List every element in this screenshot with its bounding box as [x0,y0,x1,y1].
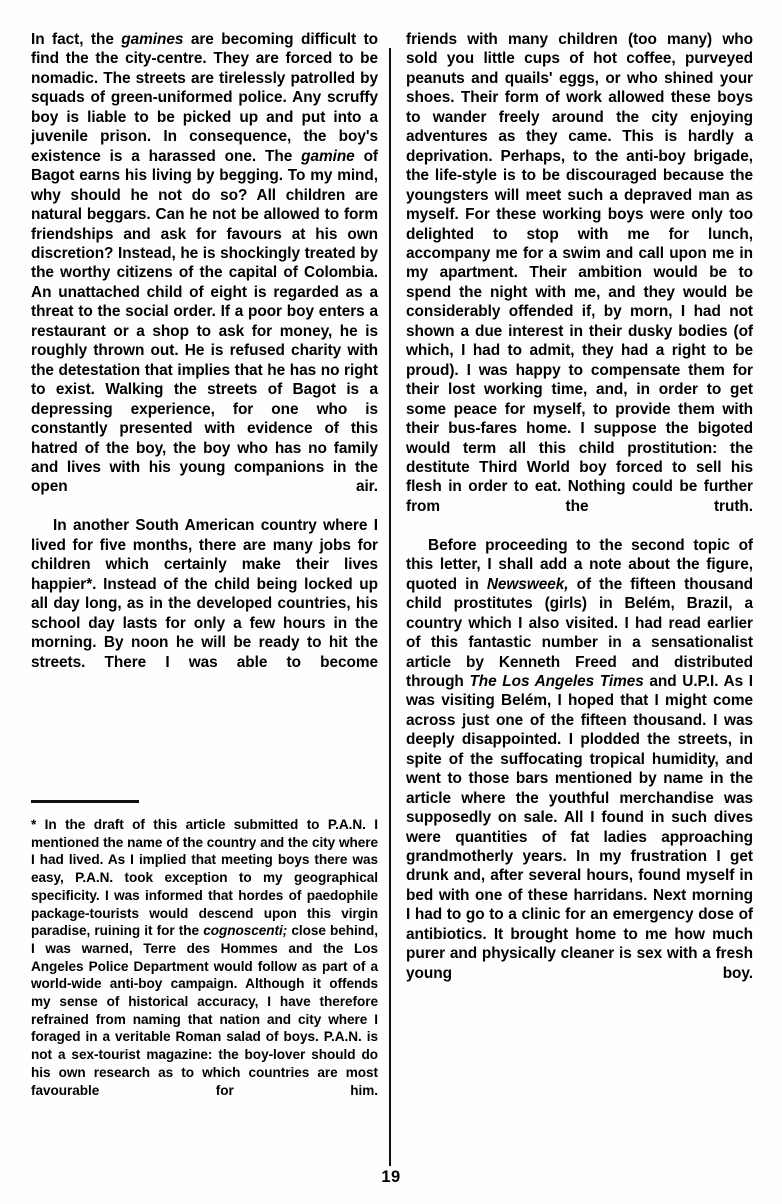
left-column-body [31,30,378,691]
italic-run: gamine [301,147,355,165]
italic-run: Newsweek, [486,575,569,593]
paragraph: In fact, the gamines are becoming difficult to find the the city-centre. They are forced to be nomadic. The streets are tirelessly patrolled by squads of green-uniformed police. Any scruffy boy is liable to be picked up and put into a juvenile prison. In consequence, the boy's existence is a harassed one. The gamine of Bagot earns his living by begging. To my mind, why should he not do so? All children are natural beggars. Can he not be allowed to form friendships and ask for favours at his own discretion? Instead, he is shockingly treated by the worthy citizens of the capital of Colombia. An unattached child of eight is regarded as a threat to the social order. If a poor boy enters a restaurant or a shop to ask for money, he is roughly thrown out. He is refused charity with the detestation that implies that he has no right to exist. Walking the streets of Bagot is a depressing experience, for one who is constantly presented with evidence of this hatred of the boy, the boy who has no family and lives with his young companions in the open air. [31,31,378,496]
footnote-separator-rule [31,800,139,803]
left-text-column [31,30,378,691]
paragraph: Before proceeding to the second topic of this letter, I shall add a note about the figure, quoted in Newsweek, of the fifteen thousand child prostitutes (girls) in Belém, Brazil, a country which I also visited. I had read earlier of this fantastic number in a sensationalist article by Kenneth Freed and distributed through The Los Angeles Times and U.P.I. As I was visiting Belém, I hoped that I might come across just one of the fifteen thousand. I was deeply disappointed. I plodded the streets, in spite of the suffocating tropical humidity, and went to those bars mentioned by name in the article where the youthful merchandise was supposedly on sale. All I found in such dives were quantities of fat ladies approaching grandmotherly years. In my frustration I get drunk and, after several hours, found myself in bed with one of these harridans. Next morning I had to go to a clinic for an emergency dose of antibiotics. It brought home to me how much purer and physically cleaner is sex with a fresh young boy. [406,536,753,982]
page-number: 19 [381,1168,401,1186]
paragraph: friends with many children (too many) who sold you little cups of hot coffee, purveyed peanuts and quails' eggs, or who shined your shoes. Their form of work allowed these boys to wander freely around the city enjoying adventures as they came. This is hardly a deprivation. Perhaps, to the anti-boy brigade, the life-style is to be discouraged because the youngsters will meet such a depraved man as myself. For these working boys were only too delighted to stop with me for lunch, accompany me for a swim and call upon me in my apartment. Their ambition would be to spend the night with me, and they would be considerably offended if, by morn, I had not shown a due interest in their dusky bodies (of which, I had to admit, they had a right to be proud). I was happy to compensate them for their lost working time, and, in order to get some peace for myself, to provide them with their bus-fares home. I suppose the bigoted would term all this child prostitution: the destitute Third World boy forced to sell his flesh in order to eat. Nothing could be further from the truth. [406,31,753,515]
right-text-column [406,30,753,1003]
footnote-block [31,800,378,1117]
italic-run: gamines [121,31,184,48]
right-column-body [406,30,753,1003]
italic-run: The Los Angeles Times [469,672,644,690]
column-divider-rule [389,48,391,1166]
italic-run: cognoscenti; [203,923,288,939]
footnote-text: * In the draft of this article submitted to P.A.N. I mentioned the name of the country and the city where I had lived. As I implied that meeting boys there was easy, P.A.N. took exception to my geographical specificity. I was informed that hordes of paedophile package-tourists would descend upon this virgin paradise, ruining it for the cognoscenti; close behind, I was warned, Terre des Hommes and the Los Angeles Police Department would follow as part of a world-wide anti-boy campaign. Although it offends my sense of historical accuracy, I have therefore refrained from naming that nation and city where I foraged in a veritable Roman salad of boys. P.A.N. is not a sex-tourist magazine: the boy-lover should do his own research as to which countries are most favourable for him. [31,817,379,1098]
paragraph: In another South American country where I lived for five months, there are many jobs for children which certainly make their lives happier*. Instead of the child being locked up all day long, as in the developed countries, his school day lasts for only a few hours in the morning. By noon he will be ready to hit the streets. There I was able to become [31,517,378,671]
